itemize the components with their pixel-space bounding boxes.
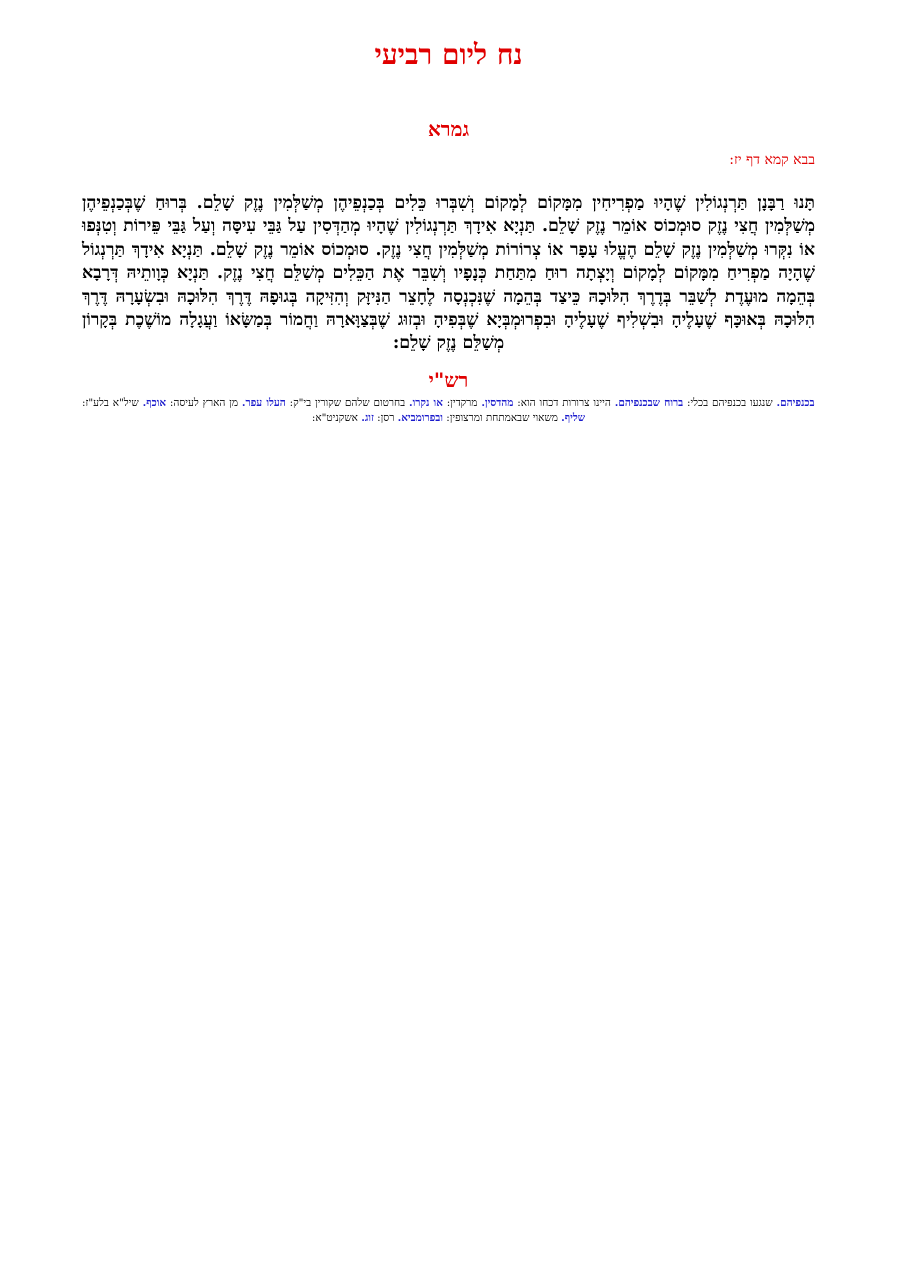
rashi-dibur-hamatchil: מהדסין.	[481, 396, 514, 409]
rashi-entry	[166, 397, 286, 409]
rashi-dibur-hamatchil: אוכף.	[142, 396, 167, 409]
rashi-entry	[443, 412, 585, 424]
rashi-entry	[82, 397, 166, 409]
document-page	[82, 30, 815, 426]
rashi-entry	[286, 397, 443, 409]
rashi-entry	[683, 397, 814, 409]
rashi-dibur-hamatchil: שליף.	[561, 411, 586, 424]
rashi-comment: רסן:	[373, 411, 398, 424]
gemara-text: תָּנוּ רַבָּנָן תַּרְנְגוֹלִין שֶׁהָיוּ מַפְרִיחִין מִמָּקוֹם לְמָקוֹם וְשִׁבְּרוּ כֵּלִים בְּכַנְפֵיהֶן מְשַׁלְּמִין נֶזֶק שָׁלֵם. בְּרוּחַ שֶׁבְּכַנְפֵיהֶן מְשַׁלְּמִין חֲצִי נֶזֶק סוּמְכוֹס אוֹמֵר נֶזֶק שָׁלֵם. תַּנְיָא אִידָךְ תַּרְנְגוֹלִין שֶׁהָיוּ מְהַדְּסִין עַל גַּבֵּי עִיסָּה וְעַל גַּבֵּי פֵּירוֹת וְטִנְּפוּ אוֹ נִקְּרוּ מְשַׁלְּמִין נֶזֶק שָׁלֵם הֶעֱלוּ עָפָר אוֹ צְרוֹרוֹת מְשַׁלְּמִין חֲצִי נֶזֶק. סוּמְכוֹס אוֹמֵר נֶזֶק שָׁלֵם. תַּנְיָא אִידָךְ תַּרְנְגוֹל שֶׁהָיָה מַפְרִיחַ מִמָּקוֹם לְמָקוֹם וְיָצְתָה רוּחַ מִתַּחַת כְּנָפָיו וְשִׁבֵּר אֶת הַכֵּלִים מְשַׁלֵּם חֲצִי נֶזֶק. תַּנְיָא כְּוָותֵיהּ דְּרָבָא בְּהֵמָה מוּעֶדֶת לְשַׁבֵּר בְּדֶרֶךְ הִלּוּכָהּ כֵּיצַד בְּהֵמָה שֶׁנִּכְנְסָה לֶחָצֵר הַנִּיזָּק וְהִזִּיקָה בְּגוּפָהּ דֶּרֶךְ הִלּוּכָהּ וּבִשְׂעָרָהּ דֶּרֶךְ הִלּוּכָהּ בְּאוּכָּף שֶׁעָלֶיהָ וּבִשְׁלִיף שֶׁעָלֶיהָ וּבִפְרוּמְבְּיָא שֶׁבְּפִיהָ וּבְזוּג שֶׁבְּצַוָּארָהּ וַחֲמוֹר בְּמַשָּׂאוֹ וַעֲגָלָה מוֹשֶׁכֶת בְּקָרוֹן מְשַׁלֵּם נֶזֶק שָׁלֵם:	[82, 193, 815, 354]
rashi-entry	[513, 397, 683, 409]
rashi-entry	[374, 412, 443, 424]
rashi-dibur-hamatchil: ברוח שבכנפיהם.	[614, 396, 684, 409]
rashi-dibur-hamatchil: או נקרו.	[409, 396, 443, 409]
rashi-comment: מן הארץ לעיסה:	[166, 396, 242, 409]
rashi-dibur-hamatchil: זוג.	[361, 411, 374, 424]
rashi-heading: רש"י	[428, 367, 469, 392]
rashi-entry	[312, 412, 374, 424]
gemara-heading: גמרא	[427, 117, 470, 141]
rashi-dibur-hamatchil: ובפרומביא.	[397, 411, 443, 424]
rashi-comment: משאוי שבאמתחת ומרצופין:	[442, 411, 562, 424]
rashi-dibur-hamatchil: בכנפיהם.	[776, 396, 815, 409]
rashi-entry	[443, 397, 513, 409]
rashi-dibur-hamatchil: העלו עפר.	[241, 396, 286, 409]
rashi-comment: היינו צרורות דכחו הוא:	[513, 396, 615, 409]
page-title: נח ליום רביעי	[374, 38, 523, 71]
rashi-comment: מרקדין:	[442, 396, 482, 409]
rashi-text	[82, 396, 815, 426]
rashi-comment: בחרטום שלהם שקורין בי"ק:	[285, 396, 410, 409]
rashi-comment: שיל"א בלע"ז:	[82, 396, 143, 409]
rashi-comment: אשקניט"א:	[311, 411, 362, 424]
rashi-comment: שנגעו בכנפיהם בכלי:	[683, 396, 777, 409]
source-reference: בבא קמא דף יז:	[729, 152, 815, 168]
